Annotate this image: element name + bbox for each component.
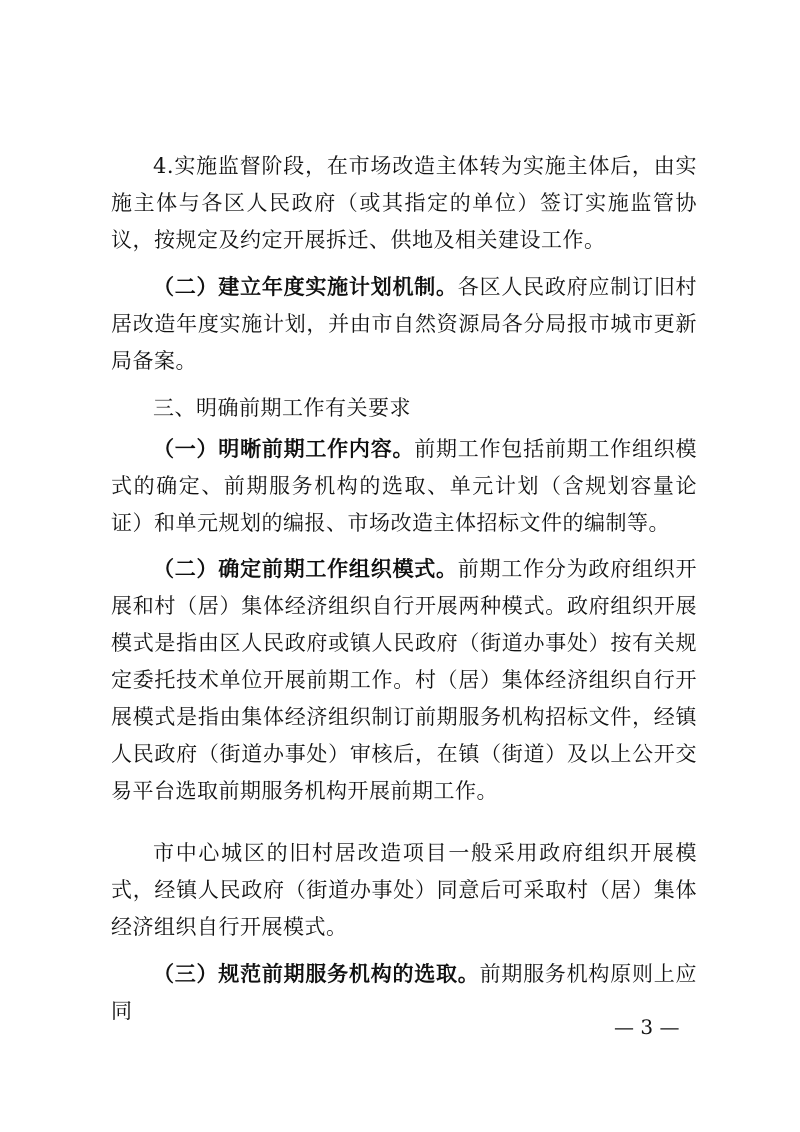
section-heading-text: 三、明确前期工作有关要求 [153,396,411,420]
paragraph-lead-heading: （二）确定前期工作组织模式。 [153,556,458,581]
paragraph-text: 4.实施监督阶段，在市场改造主体转为实施主体后，由实施主体与各区人民政府（或其指定的单位）签订实施监管协议，按规定及约定开展拆迁、供地及相关建设工作。 [111,154,697,252]
page-number: — 3 — [614,1015,680,1039]
paragraph-text: 前期工作分为政府组织开展和村（居）集体经济组织自行开展两种模式。政府组织开展模式是指由区人民政府或镇人民政府（街道办事处）按有关规定委托技术单位开展前期工作。村（居）集体经济组织自行开展模式是指由集体经济组织制订前期服务机构招标文件，经镇人民政府（街道办事处）审核后，在镇（街道）及以上公开交易平台选取前期服务机构开展前期工作。 [111,557,698,803]
paragraph-lead-heading: （二）建立年度实施计划机制。 [153,274,458,299]
paragraph-lead-heading: （一）明晰前期工作内容。 [153,436,415,461]
paragraph-text: 市中心城区的旧村居改造项目一般采用政府组织开展模式，经镇人民政府（街道办事处）同意后可采取村（居）集体经济组织自行开展模式。 [111,841,697,939]
paragraph-central-district [111,835,697,946]
paragraph-text: 前期服务机构原则上应同 [111,962,697,1023]
paragraph-annual-plan [111,268,697,380]
paragraph-organization-mode [111,550,697,810]
paragraph-lead-heading: （三）规范前期服务机构的选取。 [153,961,480,986]
paragraph-implementation-supervision [111,148,697,259]
paragraph-service-selection [111,955,697,1030]
section-heading [111,390,697,427]
paragraph-preliminary-content [111,430,697,542]
paragraph-text: 各区人民政府应制订旧村居改造年度实施计划，并由市自然资源局各分局报市城市更新局备案。 [111,275,698,373]
paragraph-text: 前期工作包括前期工作组织模式的确定、前期服务机构的选取、单元计划（含规划容量论证）和单元规划的编报、市场改造主体招标文件的编制等。 [111,437,697,535]
